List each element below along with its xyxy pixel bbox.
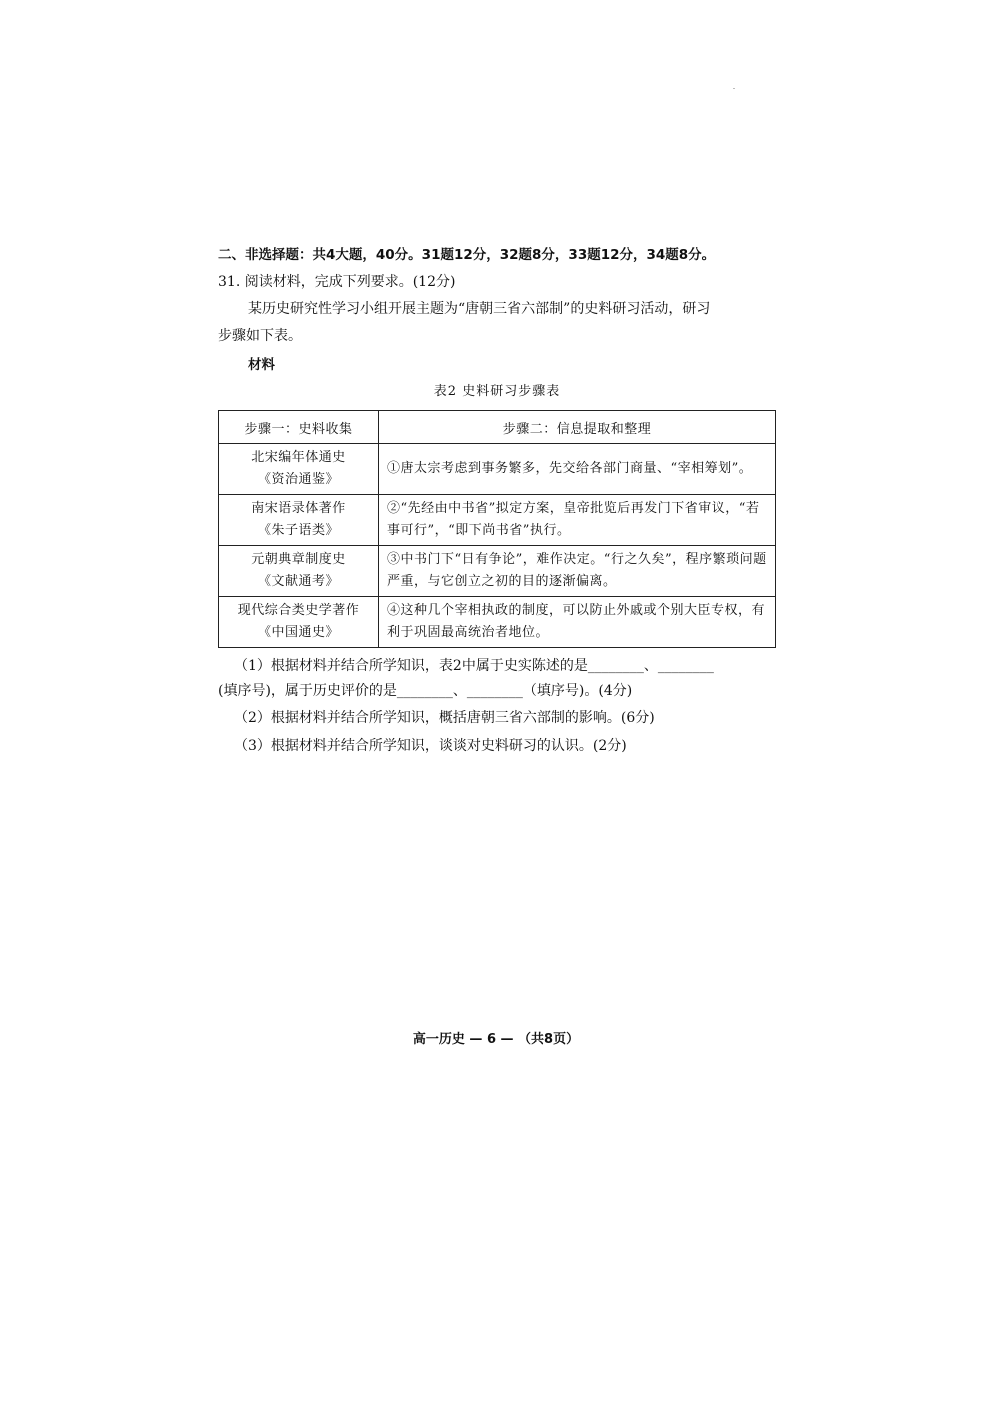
source-cell [219,495,379,546]
table-row [219,495,776,546]
material-label: 材料 [248,357,275,373]
question-number-line: 31. 阅读材料，完成下列要求。(12分) [218,274,456,290]
table-row [219,597,776,648]
sub-question-1-line-1: （1）根据材料并结合所学知识，表2中属于史实陈述的是________、________ [234,658,714,674]
header-step1: 步骤一：史料收集 [219,411,379,444]
source-title: 《中国通史》 [257,625,339,640]
source-type: 南宋语录体著作 [251,501,346,516]
info-cell: ③中书门下“日有争论”，难作决定。“行之久矣”，程序繁琐问题严重，与它创立之初的目的逐渐偏离。 [379,546,776,597]
intro-line-1: 某历史研究性学习小组开展主题为“唐朝三省六部制”的史料研习活动，研习 [248,301,711,317]
source-title: 《朱子语类》 [257,523,339,538]
sub-question-1-line-2: (填序号)，属于历史评价的是________、________（填序号)。(4分) [218,683,633,699]
scan-speck [733,88,735,89]
table-caption: 表2 史料研习步骤表 [433,384,561,399]
source-title: 《资治通鉴》 [257,472,339,487]
source-cell [219,546,379,597]
info-cell: ④这种几个宰相执政的制度，可以防止外戚或个别大臣专权，有利于巩固最高统治者地位。 [379,597,776,648]
info-cell: ②“先经由中书省”拟定方案，皇帝批览后再发门下省审议，“若事可行”，“即下尚书省”执行。 [379,495,776,546]
source-type: 现代综合类史学著作 [237,603,360,618]
section-header: 二、非选择题：共4大题，40分。31题12分，32题8分，33题12分，34题8分。 [218,247,716,263]
table-header-row [219,411,776,444]
source-cell [219,597,379,648]
table-row [219,444,776,495]
info-cell: ①唐太宗考虑到事务繁多，先交给各部门商量、“宰相筹划”。 [379,444,776,495]
source-type: 北宋编年体通史 [251,450,346,465]
source-type: 元朝典章制度史 [251,552,346,567]
header-step2: 步骤二：信息提取和整理 [379,411,776,444]
source-cell [219,444,379,495]
steps-table [218,410,776,648]
source-title: 《文献通考》 [257,574,339,589]
intro-line-2: 步骤如下表。 [218,328,302,344]
sub-question-2: （2）根据材料并结合所学知识，概括唐朝三省六部制的影响。(6分) [234,710,655,726]
page-footer: 高一历史 — 6 — （共8页） [412,1032,580,1047]
sub-question-3: （3）根据材料并结合所学知识，谈谈对史料研习的认识。(2分) [234,738,627,754]
table-row [219,546,776,597]
